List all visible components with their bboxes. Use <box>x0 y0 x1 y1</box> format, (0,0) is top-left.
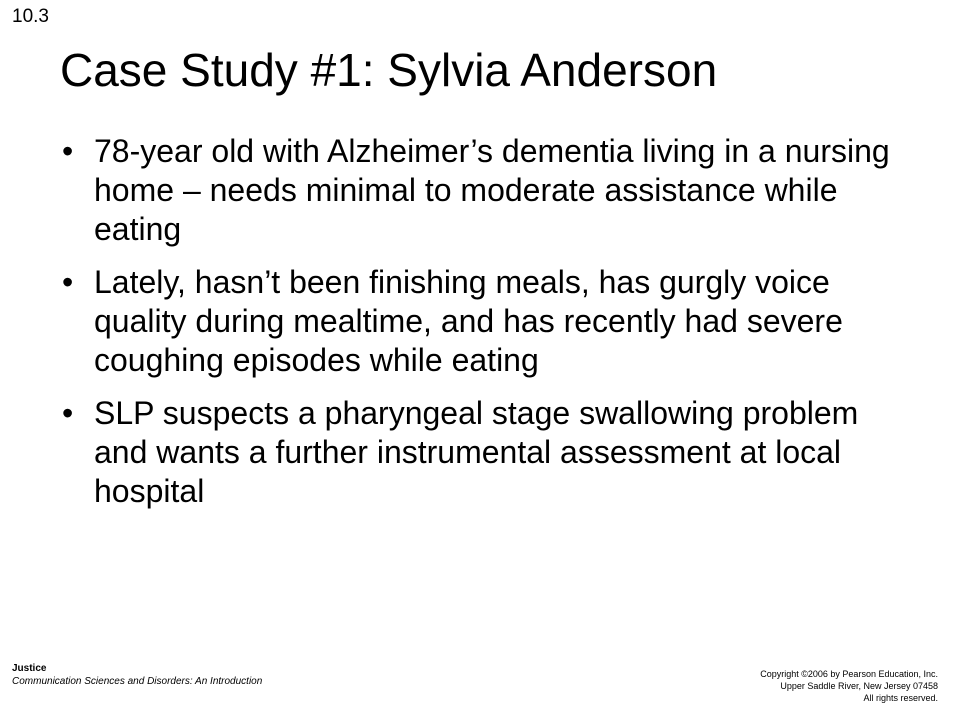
bullet-text: 78-year old with Alzheimer’s dementia living in a nursing home – needs minimal to moderate assistance while eating <box>94 133 890 247</box>
slide-number: 10.3 <box>12 6 49 27</box>
bullet-list <box>52 132 912 525</box>
copyright-line: All rights reserved. <box>863 693 938 703</box>
bullet-text: SLP suspects a pharyngeal stage swallowing problem and wants a further instrumental assessment at local hospital <box>94 395 859 509</box>
slide-title: Case Study #1: Sylvia Anderson <box>60 44 718 96</box>
footer-left <box>12 662 262 688</box>
bullet-marker: • <box>62 133 74 169</box>
bullet-marker: • <box>62 264 74 300</box>
bullet-item <box>52 263 912 380</box>
footer-author: Justice <box>12 663 47 674</box>
bullet-text: Lately, hasn’t been finishing meals, has gurgly voice quality during mealtime, and has recently had severe coughing episodes while eating <box>94 264 843 378</box>
bullet-marker: • <box>62 395 74 431</box>
copyright-line: Copyright ©2006 by Pearson Education, Inc. <box>760 669 938 679</box>
footer-book-title: Communication Sciences and Disorders: An Introduction <box>12 676 263 687</box>
copyright-line: Upper Saddle River, New Jersey 07458 <box>780 681 938 691</box>
bullet-item <box>52 394 912 511</box>
bullet-item <box>52 132 912 249</box>
footer-copyright <box>760 668 938 704</box>
